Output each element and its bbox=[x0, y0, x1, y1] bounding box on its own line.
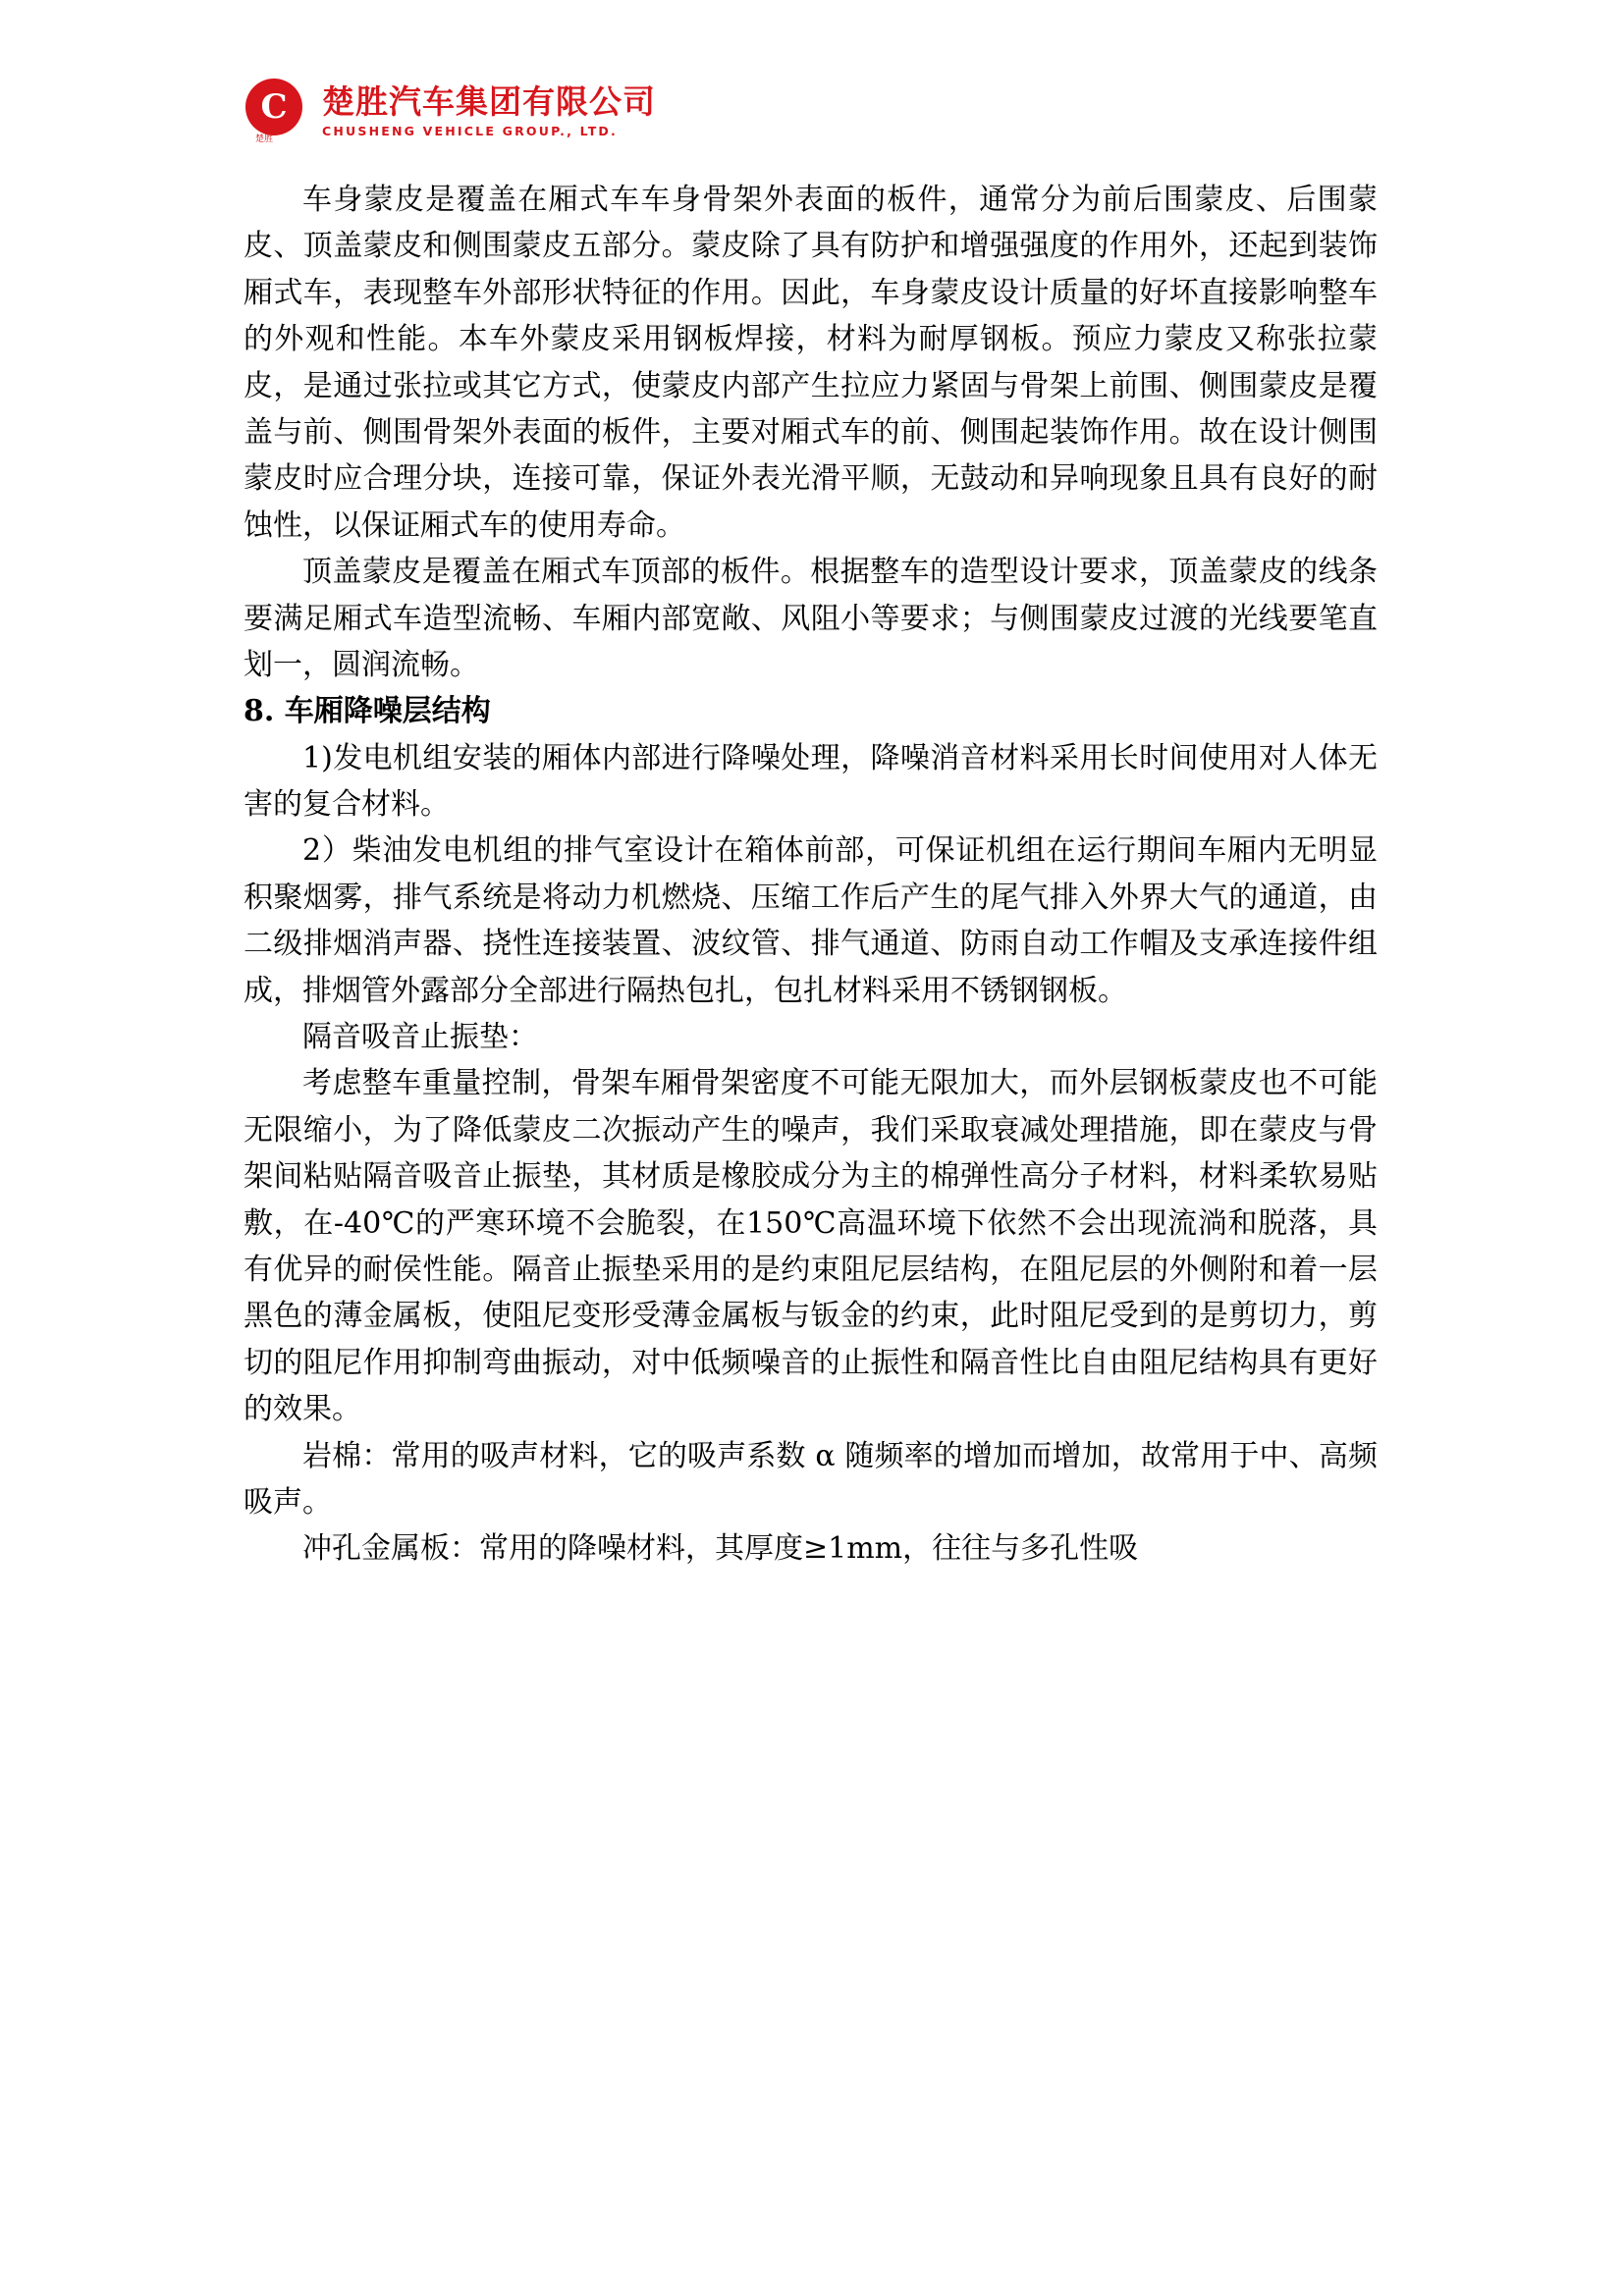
paragraph: 1)发电机组安装的厢体内部进行降噪处理，降噪消音材料采用长时间使用对人体无害的复合材料。 bbox=[244, 740, 1378, 823]
company-name-en: CHUSHENG VEHICLE GROUP., LTD. bbox=[322, 123, 618, 138]
paragraph: 2）柴油发电机组的排气室设计在箱体前部，可保证机组在运行期间车厢内无明显积聚烟雾，排气系统是将动力机燃烧、压缩工作后产生的尾气排入外界大气的通道，由二级排烟消声器、挠性连接装置、波纹管、排气通道、防雨自动工作帽及支承连接件组成，排烟管外露部分全部进行隔热包扎，包扎材料采用不锈钢钢板。 bbox=[244, 833, 1378, 1008]
logo-letter: C bbox=[260, 87, 288, 127]
page-content bbox=[244, 69, 1378, 1573]
paragraph: 考虑整车重量控制，骨架车厢骨架密度不可能无限加大，而外层钢板蒙皮也不可能无限缩小，为了降低蒙皮二次振动产生的噪声，我们采取衰减处理措施，即在蒙皮与骨架间粘贴隔音吸音止振垫，其材质是橡胶成分为主的棉弹性高分子材料，材料柔软易贴敷，在-40℃的严寒环境不会脆裂，在150℃高温环境下依然不会出现流淌和脱落，具有优异的耐侯性能。隔音止振垫采用的是约束阻尼层结构，在阻尼层的外侧附和着一层黑色的薄金属板，使阻尼变形受薄金属板与钣金的约束，此时阻尼受到的是剪切力，剪切的阻尼作用抑制弯曲振动，对中低频噪音的止振性和隔音性比自由阻尼结构具有更好的效果。 bbox=[244, 1066, 1378, 1427]
logo-wordmark bbox=[322, 83, 656, 138]
paragraph: 隔音吸音止振垫： bbox=[302, 1020, 538, 1055]
company-name-cn: 楚胜汽车集团有限公司 bbox=[322, 82, 656, 122]
company-logo bbox=[244, 69, 1378, 153]
chusheng-red-circle-logo-icon bbox=[244, 77, 312, 145]
paragraph: 顶盖蒙皮是覆盖在厢式车顶部的板件。根据整车的造型设计要求，顶盖蒙皮的线条要满足厢式车造型流畅、车厢内部宽敞、风阻小等要求；与侧围蒙皮过渡的光线要笔直划一，圆润流畅。 bbox=[244, 555, 1378, 682]
paragraph: 岩棉：常用的吸声材料，它的吸声系数 α 随频率的增加而增加，故常用于中、高频吸声。 bbox=[244, 1438, 1378, 1520]
logo-sub-text: 楚胜 bbox=[255, 134, 274, 144]
section-heading: 8. 车厢降噪层结构 bbox=[244, 694, 491, 729]
paragraph: 冲孔金属板：常用的降噪材料，其厚度≥1mm，往往与多孔性吸 bbox=[302, 1531, 1139, 1567]
paragraph: 车身蒙皮是覆盖在厢式车车身骨架外表面的板件，通常分为前后围蒙皮、后围蒙皮、顶盖蒙皮和侧围蒙皮五部分。蒙皮除了具有防护和增强强度的作用外，还起到装饰厢式车，表现整车外部形状特征的作用。因此，车身蒙皮设计质量的好坏直接影响整车的外观和性能。本车外蒙皮采用钢板焊接，材料为耐厚钢板。预应力蒙皮又称张拉蒙皮，是通过张拉或其它方式，使蒙皮内部产生拉应力紧固与骨架上前围、侧围蒙皮是覆盖与前、侧围骨架外表面的板件，主要对厢式车的前、侧围起装饰作用。故在设计侧围蒙皮时应合理分块，连接可靠，保证外表光滑平顺，无鼓动和异响现象且具有良好的耐蚀性，以保证厢式车的使用寿命。 bbox=[244, 183, 1378, 543]
